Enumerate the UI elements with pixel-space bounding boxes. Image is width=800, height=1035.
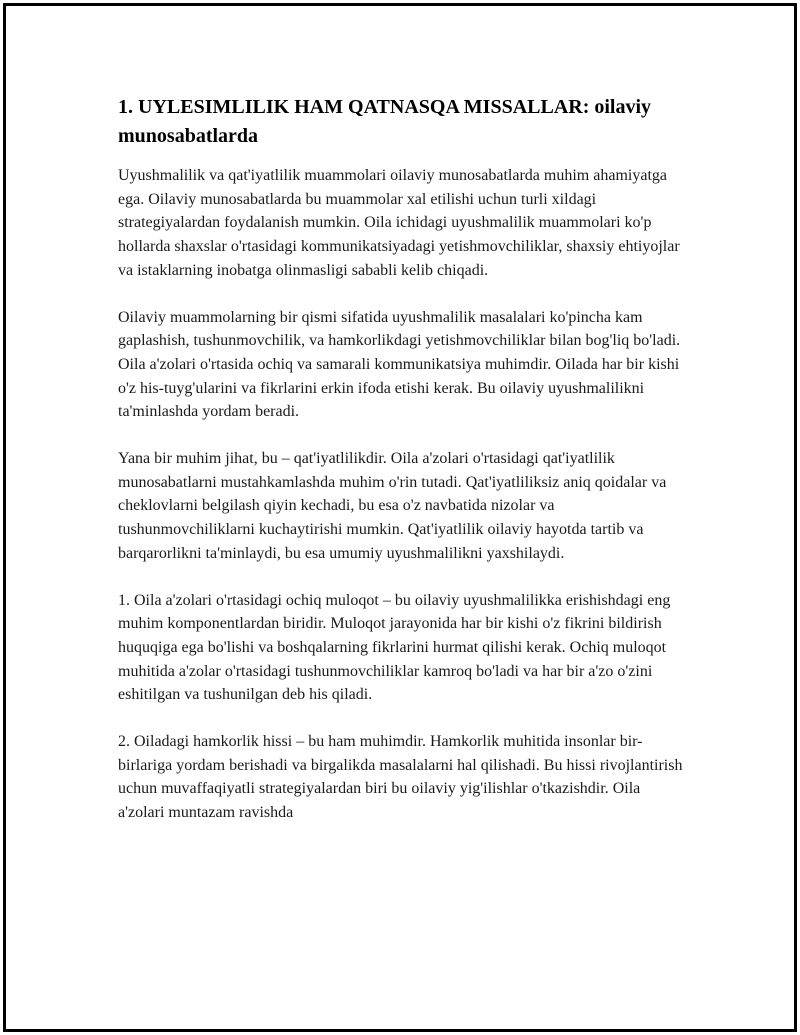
paragraph-4-numbered: 1. Oila a'zolari o'rtasidagi ochiq muloqot – bu oilaviy uyushmalilikka erishishdagi eng muhim komponentlardan biridir. Muloqot jarayonida har bir kishi o'z fikrini bildirish huquqiga ega bo'lishi va boshqalarning fikrlarini hurmat qilishi kerak. Ochiq muloqot muhitida a'zolar o'rtasidagi tushunmovchiliklar kamroq bo'ladi va har bir a'zo o'zini eshitilgan va tushunilgan deb his qiladi.: [118, 591, 671, 704]
document-heading: 1. UYLESIMLILIK HAM QATNASQA MISSALLAR: oilaviy munosabatlarda: [118, 96, 652, 147]
paragraph-1: Uyushmalilik va qat'iyatlilik muammolari oilaviy munosabatlarda muhim ahamiyatga ega. Oilaviy munosabatlarda bu muammolar xal etilishi uchun turli xildagi strategiyalardan foydalanish mumkin. Oila ichidagi uyushmalilik muammolari ko'p hollarda shaxslar o'rtasidagi kommunikatsiyadagi yetishmovchiliklar, shaxsiy ehtiyojlar va istaklarning inobatga olinmasligi sababli kelib chiqadi.: [118, 167, 680, 279]
paragraph-3: Yana bir muhim jihat, bu – qat'iyatlilikdir. Oila a'zolari o'rtasidagi qat'iyatlilik munosabatlarni mustahkamlashda muhim o'rin tutadi. Qat'iyatliliksiz aniq qoidalar va cheklovlarni belgilash qiyin kechadi, bu esa o'z navbatida nizolar va tushunmovchiliklarni kuchaytirishi mumkin. Qat'iyatlilik oilaviy hayotda tartib va barqarorlikni ta'minlaydi, bu esa umumiy uyushmalilikni yaxshilaydi.: [118, 450, 667, 562]
paragraph-5-numbered: 2. Oiladagi hamkorlik hissi – bu ham muhimdir. Hamkorlik muhitida insonlar bir-birlariga yordam berishadi va birgalikda masalalarni hal qilishadi. Bu hissi rivojlantirish uchun muvaffaqiyatli strategiyalardan biri bu oilaviy yig'ilishlar o'tkazishdir. Oila a'zolari muntazam ravishda: [118, 733, 683, 822]
document-body: [118, 93, 690, 848]
paragraph-2: Oilaviy muammolarning bir qismi sifatida uyushmalilik masalalari ko'pincha kam gaplashish, tushunmovchilik, va hamkorlikdagi yetishmovchiliklar bilan bog'liq bo'ladi. Oila a'zolari o'rtasida ochiq va samarali kommunikatsiya muhimdir. Oilada har bir kishi o'z his-tuyg'ularini va fikrlarini erkin ifoda etishi kerak. Bu oilaviy uyushmalilikni ta'minlashda yordam beradi.: [118, 308, 681, 421]
